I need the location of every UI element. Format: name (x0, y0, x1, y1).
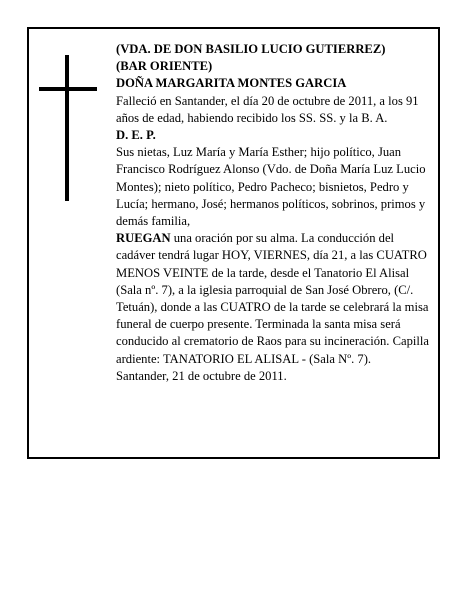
ruegan-text: una oración por su alma. La conducción del cadáver tendrá lugar HOY, VIERNES, día 21, a las CUATRO MENOS VEINTE de la tarde, desde el Tanatorio El Alisal (Sala nº. 7), a la iglesia parroquial de San José Obrero, (C/. Tetuán), donde a las CUATRO de la tarde se celebrará la misa funeral de cuerpo presente. Terminada la santa misa será conducido al crematorio de Raos para su incineración. Capilla ardiente: TANATORIO EL ALISAL - (Sala Nº. 7). (116, 231, 429, 366)
closing-line: Santander, 21 de octubre de 2011. (116, 368, 287, 383)
ruegan-paragraph (116, 230, 432, 368)
cross-vertical-bar (65, 55, 69, 201)
header-line-2: (BAR ORIENTE) (116, 59, 213, 74)
dep-line: D. E. P. (116, 128, 156, 143)
death-paragraph: Falleció en Santander, el día 20 de octubre de 2011, a los 91 años de edad, habiendo recibido los SS. SS. y la B. A. (116, 93, 419, 125)
ruegan-label: RUEGAN (116, 231, 171, 246)
family-paragraph: Sus nietas, Luz María y María Esther; hijo político, Juan Francisco Rodríguez Alonso (Vdo. de Doña María Luz Lucio Montes); nieto político, Pedro Pacheco; bisnietos, Pedro y Lucía; hermano, José; hermanos políticos, sobrinos, primos y demás familia, (116, 145, 426, 229)
obituary-card (27, 27, 440, 459)
header-line-1: (VDA. DE DON BASILIO LUCIO GUTIERREZ) (116, 42, 386, 56)
cross-icon (39, 55, 97, 201)
obituary-text (116, 41, 432, 385)
cross-horizontal-bar (39, 87, 97, 91)
deceased-name: DOÑA MARGARITA MONTES GARCIA (116, 76, 347, 91)
